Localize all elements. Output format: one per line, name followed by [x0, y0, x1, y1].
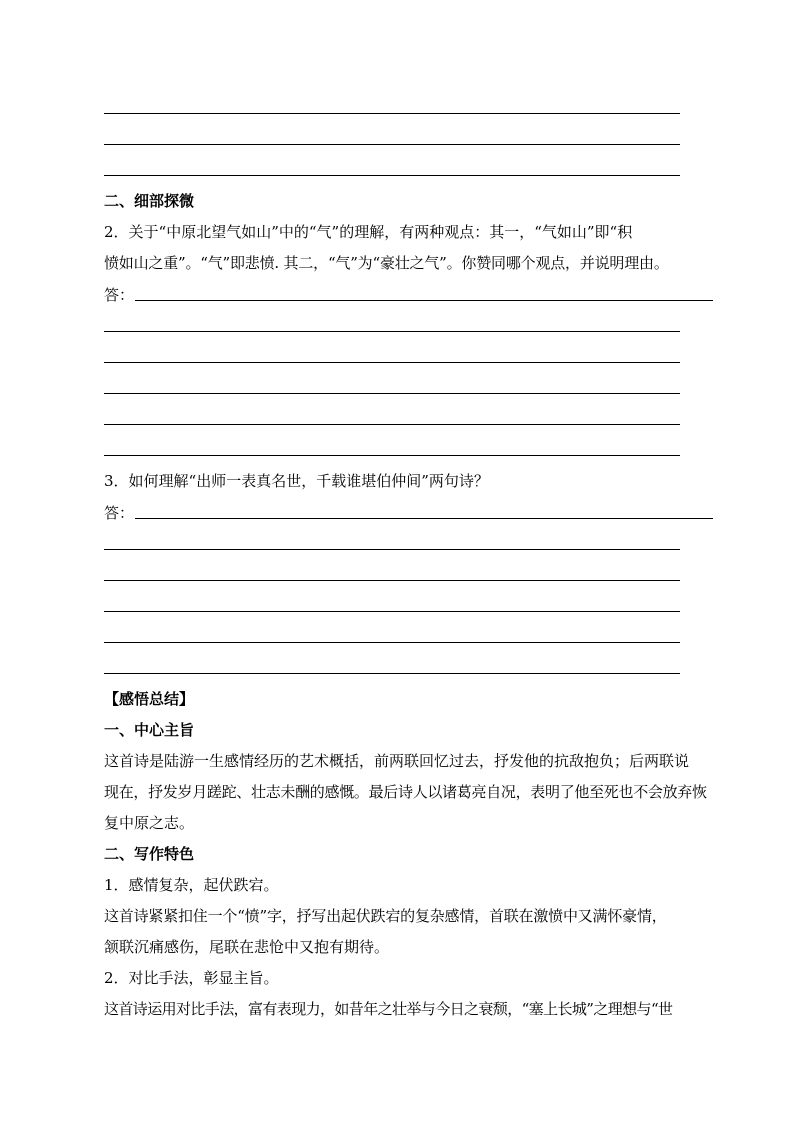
answer-line[interactable]	[135, 300, 713, 301]
answer-line[interactable]	[104, 580, 680, 581]
paragraph-line: 这首诗运用对比手法，富有表现力，如昔年之壮举与今日之衰颓，“塞上长城”之理想与“世	[104, 1000, 673, 1018]
answer-line	[104, 144, 680, 145]
summary-title: 【感悟总结】	[104, 690, 195, 708]
answer-line[interactable]	[135, 518, 713, 519]
answer-line[interactable]	[104, 424, 680, 425]
answer-line[interactable]	[104, 331, 680, 332]
answer-line[interactable]	[104, 673, 680, 674]
subsection-heading: 二、写作特色	[104, 845, 195, 863]
answer-line[interactable]	[104, 642, 680, 643]
section-heading: 二、细部探微	[104, 192, 195, 210]
answer-line	[104, 113, 680, 114]
answer-label: 答：	[104, 504, 135, 522]
paragraph-line: 现在，抒发岁月蹉跎、壮志未酬的感慨。最后诗人以诸葛亮自况，表明了他至死也不会放弃恢	[104, 783, 707, 801]
question-2-line-2: 愤如山之重”。“气”即悲愤. 其二，“气”为“豪壮之气”。你赞同哪个观点，并说明理由。	[104, 254, 669, 272]
question-3-line-1: 3．如何理解“出师一表真名世，千载谁堪伯仲间”两句诗？	[104, 472, 489, 490]
subsection-heading: 一、中心主旨	[104, 721, 195, 739]
answer-line[interactable]	[104, 549, 680, 550]
answer-line[interactable]	[104, 455, 680, 456]
paragraph-line: 颔联沉痛感伤，尾联在悲怆中又抱有期待。	[104, 938, 390, 956]
answer-label: 答：	[104, 286, 135, 304]
answer-line[interactable]	[104, 362, 680, 363]
answer-line[interactable]	[104, 611, 680, 612]
question-2-line-1: 2．关于“中原北望气如山”中的“气”的理解，有两种观点：其一，“气如山”即“积	[104, 223, 633, 241]
answer-line	[104, 175, 680, 176]
paragraph-line: 这首诗紧紧扣住一个“愤”字，抒写出起伏跌宕的复杂感情，首联在激愤中又满怀豪情，	[104, 907, 667, 925]
paragraph-line: 这首诗是陆游一生感情经历的艺术概括，前两联回忆过去，抒发他的抗敌抱负；后两联说	[104, 752, 690, 770]
feature-item-title: 2．对比手法，彰显主旨。	[104, 969, 279, 987]
paragraph-line: 复中原之志。	[104, 814, 195, 832]
answer-line[interactable]	[104, 393, 680, 394]
feature-item-title: 1．感情复杂，起伏跌宕。	[104, 876, 279, 894]
